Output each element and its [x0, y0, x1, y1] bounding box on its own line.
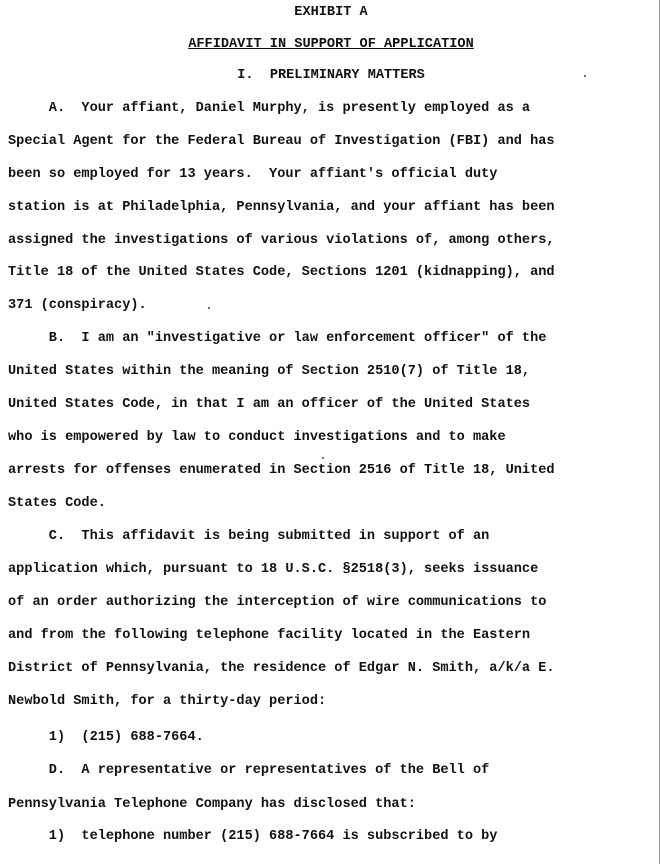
body-line: Pennsylvania Telephone Company has disclosed that: [8, 797, 416, 812]
body-line: application which, pursuant to 18 U.S.C. §2518(3), seeks issuance [8, 562, 539, 577]
body-line: who is empowered by law to conduct investigations and to make [8, 430, 506, 445]
body-line: A. Your affiant, Daniel Murphy, is presently employed as a [8, 101, 531, 116]
body-line: of an order authorizing the interception of wire communications to [8, 595, 547, 610]
body-line: Special Agent for the Federal Bureau of Investigation (FBI) and has [8, 134, 555, 149]
body-line: and from the following telephone facility located in the Eastern [8, 628, 531, 643]
affidavit-title: AFFIDAVIT IN SUPPORT OF APPLICATION [188, 37, 474, 52]
body-line: United States Code, in that I am an officer of the United States [8, 397, 531, 412]
body-line: 1) telephone number (215) 688-7664 is subscribed to by [8, 829, 498, 844]
body-line: Newbold Smith, for a thirty-day period: [8, 694, 327, 709]
exhibit-title: EXHIBIT A [294, 5, 368, 20]
scan-speck [208, 307, 210, 309]
body-line: District of Pennsylvania, the residence of Edgar N. Smith, a/k/a E. [8, 661, 555, 676]
section-heading: I. PRELIMINARY MATTERS [237, 68, 425, 83]
body-line: 1) (215) 688-7664. [8, 730, 204, 745]
body-line: station is at Philadelphia, Pennsylvania, and your affiant has been [8, 200, 555, 215]
scan-speck [584, 75, 586, 77]
body-line: 371 (conspiracy). [8, 298, 147, 313]
body-line: been so employed for 13 years. Your affiant's official duty [8, 167, 498, 182]
body-line: assigned the investigations of various violations of, among others, [8, 233, 555, 248]
body-line: arrests for offenses enumerated in Section 2516 of Title 18, United [8, 463, 555, 478]
body-line: D. A representative or representatives of the Bell of [8, 763, 490, 778]
body-line: B. I am an "investigative or law enforcement officer" of the [8, 331, 547, 346]
scan-speck [322, 457, 324, 459]
body-line: Title 18 of the United States Code, Sections 1201 (kidnapping), and [8, 265, 555, 280]
page-edge [659, 0, 660, 864]
body-line: C. This affidavit is being submitted in support of an [8, 529, 490, 544]
body-line: United States within the meaning of Section 2510(7) of Title 18, [8, 364, 531, 379]
body-line: States Code. [8, 496, 106, 511]
